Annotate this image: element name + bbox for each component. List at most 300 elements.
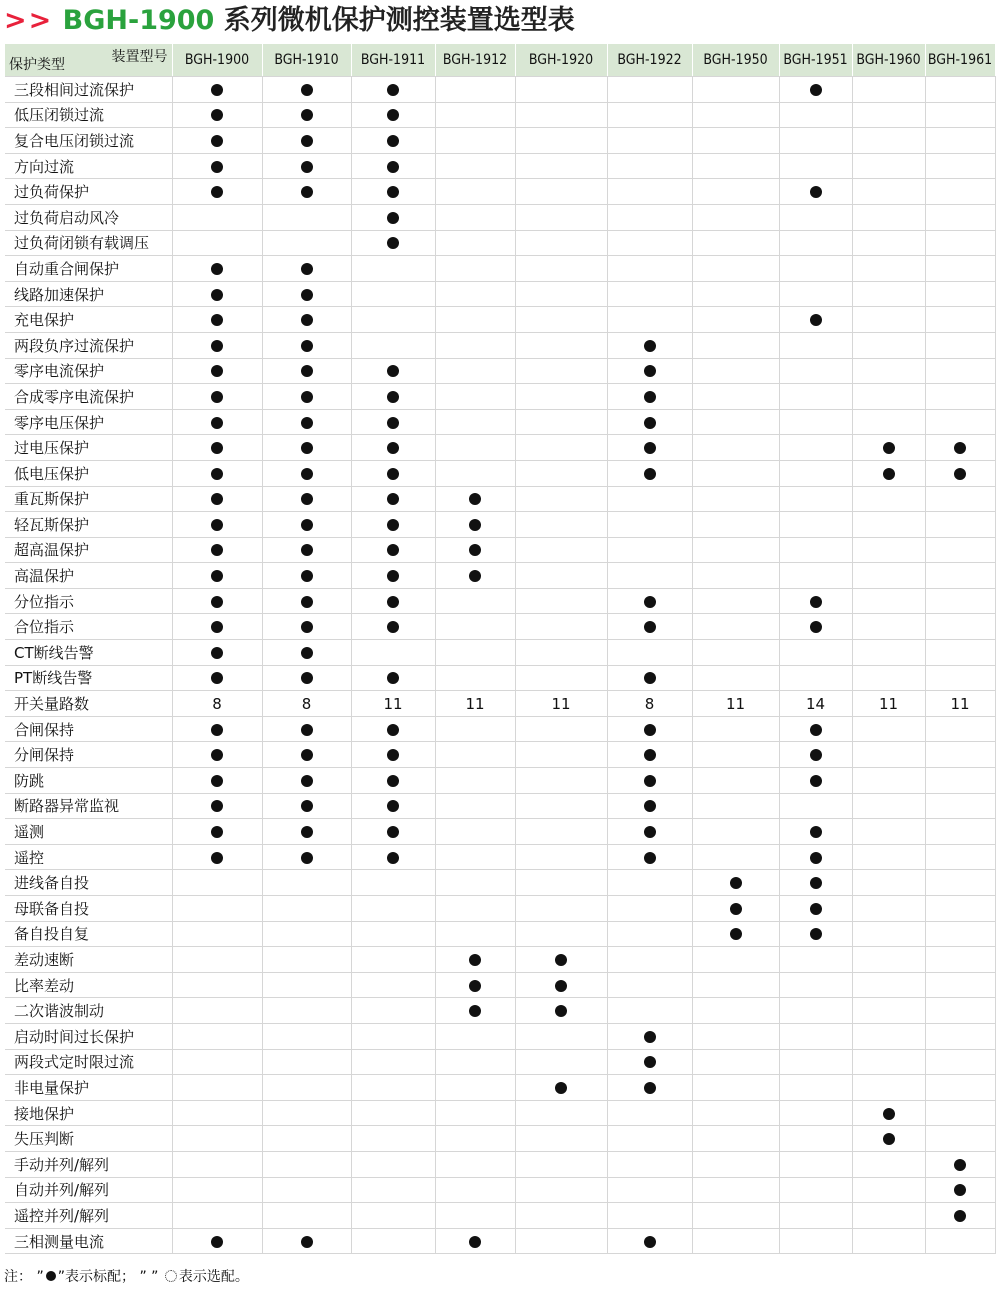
table-cell xyxy=(351,486,435,512)
corner-protection-type-label: 保护类型 xyxy=(9,57,65,73)
header-model-bgh-1961: BGH-1961 xyxy=(925,44,995,77)
table-cell xyxy=(692,537,779,563)
table-cell xyxy=(925,870,995,896)
table-cell xyxy=(852,665,925,691)
table-cell xyxy=(435,1228,515,1254)
table-cell xyxy=(351,307,435,333)
table-cell xyxy=(925,460,995,486)
table-cell xyxy=(692,716,779,742)
table-cell xyxy=(925,281,995,307)
standard-dot-icon xyxy=(644,800,656,812)
table-cell xyxy=(515,256,607,282)
table-cell xyxy=(852,716,925,742)
table-cell xyxy=(435,588,515,614)
table-cell xyxy=(692,793,779,819)
table-cell xyxy=(351,537,435,563)
table-cell xyxy=(262,768,351,794)
standard-dot-icon xyxy=(211,852,223,864)
standard-dot-icon xyxy=(211,647,223,659)
table-cell xyxy=(262,896,351,922)
table-cell xyxy=(607,972,692,998)
standard-dot-icon xyxy=(810,186,822,198)
note-prefix: 注： xyxy=(4,1269,32,1285)
table-row xyxy=(5,77,995,103)
table-cell xyxy=(852,128,925,154)
table-cell xyxy=(262,460,351,486)
table-cell xyxy=(172,614,262,640)
table-cell xyxy=(852,256,925,282)
standard-dot-icon xyxy=(211,544,223,556)
table-cell xyxy=(692,1151,779,1177)
protection-type-label: 备自投自复 xyxy=(5,921,172,947)
table-cell xyxy=(351,844,435,870)
table-cell xyxy=(607,77,692,103)
table-cell xyxy=(172,1228,262,1254)
table-row xyxy=(5,1203,995,1229)
table-row xyxy=(5,1151,995,1177)
table-cell xyxy=(351,204,435,230)
standard-dot-icon xyxy=(211,775,223,787)
table-row xyxy=(5,844,995,870)
protection-type-label: 合成零序电流保护 xyxy=(5,384,172,410)
standard-dot-icon xyxy=(469,954,481,966)
table-cell xyxy=(435,1203,515,1229)
table-cell xyxy=(262,307,351,333)
table-cell xyxy=(351,1049,435,1075)
table-cell xyxy=(692,588,779,614)
standard-dot-icon xyxy=(301,621,313,633)
table-cell xyxy=(852,230,925,256)
table-cell xyxy=(779,102,852,128)
standard-dot-icon xyxy=(387,826,399,838)
table-cell xyxy=(692,844,779,870)
standard-dot-icon xyxy=(301,109,313,121)
table-cell xyxy=(435,128,515,154)
table-cell xyxy=(435,742,515,768)
standard-dot-icon xyxy=(387,775,399,787)
table-cell xyxy=(515,179,607,205)
table-cell xyxy=(692,358,779,384)
table-cell xyxy=(172,1177,262,1203)
table-cell xyxy=(779,358,852,384)
table-cell xyxy=(925,1100,995,1126)
table-cell xyxy=(351,256,435,282)
standard-dot-icon xyxy=(810,877,822,889)
standard-dot-icon xyxy=(644,1031,656,1043)
table-cell xyxy=(515,1126,607,1152)
protection-type-label: 遥控 xyxy=(5,844,172,870)
table-cell xyxy=(779,1177,852,1203)
table-cell xyxy=(779,819,852,845)
standard-dot-icon xyxy=(644,826,656,838)
standard-dot-icon xyxy=(810,724,822,736)
table-cell xyxy=(779,435,852,461)
table-cell xyxy=(779,588,852,614)
standard-dot-icon xyxy=(644,391,656,403)
protection-type-label: 失压判断 xyxy=(5,1126,172,1152)
table-cell xyxy=(172,1126,262,1152)
table-cell xyxy=(515,921,607,947)
table-cell xyxy=(435,1049,515,1075)
table-cell xyxy=(925,435,995,461)
standard-dot-icon xyxy=(387,365,399,377)
table-cell xyxy=(515,102,607,128)
table-cell xyxy=(779,563,852,589)
table-cell xyxy=(779,204,852,230)
table-cell xyxy=(607,512,692,538)
table-row xyxy=(5,665,995,691)
table-cell xyxy=(852,1177,925,1203)
table-cell xyxy=(515,819,607,845)
standard-dot-icon xyxy=(469,1236,481,1248)
table-cell xyxy=(607,1126,692,1152)
table-cell xyxy=(515,793,607,819)
table-cell xyxy=(172,77,262,103)
table-row xyxy=(5,128,995,154)
table-cell xyxy=(172,537,262,563)
table-row xyxy=(5,358,995,384)
standard-dot-icon xyxy=(301,826,313,838)
table-cell xyxy=(607,281,692,307)
table-cell xyxy=(262,128,351,154)
table-cell xyxy=(172,435,262,461)
header-model-bgh-1920: BGH-1920 xyxy=(515,44,607,77)
table-cell xyxy=(692,742,779,768)
table-cell xyxy=(435,793,515,819)
table-cell xyxy=(925,768,995,794)
table-cell xyxy=(852,1126,925,1152)
table-cell xyxy=(779,384,852,410)
table-cell xyxy=(925,896,995,922)
standard-dot-icon xyxy=(387,749,399,761)
table-cell xyxy=(351,998,435,1024)
table-cell xyxy=(852,384,925,410)
table-cell xyxy=(925,640,995,666)
table-row xyxy=(5,793,995,819)
table-cell xyxy=(515,409,607,435)
table-row xyxy=(5,153,995,179)
table-cell xyxy=(692,1228,779,1254)
table-header-row xyxy=(5,44,995,77)
table-cell xyxy=(692,102,779,128)
table-cell xyxy=(172,793,262,819)
table-cell xyxy=(435,1023,515,1049)
table-cell xyxy=(515,588,607,614)
standard-dot-icon xyxy=(644,775,656,787)
standard-dot-icon xyxy=(387,596,399,608)
table-cell xyxy=(172,230,262,256)
table-cell xyxy=(262,1228,351,1254)
table-cell xyxy=(925,742,995,768)
table-cell xyxy=(607,1228,692,1254)
standard-dot-icon xyxy=(730,903,742,915)
table-cell xyxy=(852,588,925,614)
standard-dot-icon xyxy=(301,800,313,812)
table-cell xyxy=(172,256,262,282)
table-cell xyxy=(515,998,607,1024)
standard-dot-icon xyxy=(469,493,481,505)
table-cell xyxy=(607,384,692,410)
table-cell xyxy=(172,998,262,1024)
table-cell xyxy=(607,1049,692,1075)
table-cell xyxy=(852,153,925,179)
standard-dot-icon xyxy=(301,596,313,608)
table-cell xyxy=(515,665,607,691)
table-cell xyxy=(435,768,515,794)
table-row xyxy=(5,640,995,666)
table-cell xyxy=(435,844,515,870)
table-cell xyxy=(515,435,607,461)
table-cell xyxy=(779,307,852,333)
standard-dot-icon xyxy=(810,749,822,761)
standard-dot-icon xyxy=(644,749,656,761)
table-cell xyxy=(435,896,515,922)
table-cell xyxy=(852,896,925,922)
standard-dot-icon xyxy=(211,109,223,121)
table-cell xyxy=(607,230,692,256)
standard-dot-icon xyxy=(387,442,399,454)
table-cell xyxy=(435,204,515,230)
table-cell xyxy=(692,665,779,691)
table-cell xyxy=(692,1126,779,1152)
table-cell xyxy=(852,102,925,128)
table-cell xyxy=(779,1126,852,1152)
table-cell xyxy=(779,768,852,794)
standard-dot-icon xyxy=(954,1210,966,1222)
table-cell xyxy=(172,947,262,973)
table-cell xyxy=(172,102,262,128)
table-cell xyxy=(262,614,351,640)
table-cell xyxy=(607,358,692,384)
standard-dot-icon xyxy=(387,186,399,198)
table-cell xyxy=(172,972,262,998)
standard-dot-icon xyxy=(211,417,223,429)
protection-type-label: 开关量路数 xyxy=(5,691,172,717)
standard-dot-icon xyxy=(954,1159,966,1171)
table-cell xyxy=(435,921,515,947)
note-standard-text: 表示标配； xyxy=(64,1269,135,1285)
table-cell xyxy=(925,1228,995,1254)
table-row xyxy=(5,1100,995,1126)
protection-type-label: 重瓦斯保护 xyxy=(5,486,172,512)
table-cell xyxy=(692,947,779,973)
table-row xyxy=(5,1177,995,1203)
table-cell xyxy=(779,1100,852,1126)
table-cell xyxy=(435,486,515,512)
standard-dot-icon xyxy=(211,161,223,173)
table-row xyxy=(5,691,995,717)
table-cell xyxy=(262,435,351,461)
table-cell xyxy=(692,204,779,230)
table-cell xyxy=(692,128,779,154)
standard-dot-icon xyxy=(301,724,313,736)
protection-type-label: 二次谐波制动 xyxy=(5,998,172,1024)
table-cell xyxy=(607,153,692,179)
table-cell xyxy=(435,358,515,384)
table-cell xyxy=(262,870,351,896)
table-cell xyxy=(172,1100,262,1126)
standard-dot-icon xyxy=(301,647,313,659)
table-cell xyxy=(779,486,852,512)
table-cell xyxy=(515,128,607,154)
table-cell xyxy=(515,486,607,512)
table-cell xyxy=(852,972,925,998)
table-cell xyxy=(515,77,607,103)
table-cell xyxy=(852,307,925,333)
standard-dot-icon xyxy=(211,519,223,531)
table-cell xyxy=(852,435,925,461)
title-arrows: >> xyxy=(4,5,54,36)
table-cell xyxy=(351,768,435,794)
table-cell xyxy=(607,691,692,717)
table-cell xyxy=(692,896,779,922)
table-cell xyxy=(925,972,995,998)
table-row xyxy=(5,1126,995,1152)
standard-dot-icon xyxy=(387,109,399,121)
protection-type-label: 自动重合闸保护 xyxy=(5,256,172,282)
table-cell xyxy=(607,307,692,333)
standard-dot-icon xyxy=(301,1236,313,1248)
table-cell xyxy=(852,179,925,205)
table-cell xyxy=(607,665,692,691)
protection-type-label: 两段式定时限过流 xyxy=(5,1049,172,1075)
table-cell xyxy=(351,358,435,384)
table-cell xyxy=(852,819,925,845)
table-cell xyxy=(172,691,262,717)
standard-dot-icon xyxy=(644,621,656,633)
protection-type-label: 非电量保护 xyxy=(5,1075,172,1101)
table-cell xyxy=(607,742,692,768)
table-cell xyxy=(172,409,262,435)
table-row xyxy=(5,819,995,845)
table-cell xyxy=(351,947,435,973)
table-cell xyxy=(262,512,351,538)
table-cell xyxy=(607,819,692,845)
standard-dot-icon xyxy=(211,621,223,633)
table-cell xyxy=(852,691,925,717)
table-cell xyxy=(925,1177,995,1203)
table-cell xyxy=(692,384,779,410)
table-row xyxy=(5,102,995,128)
table-cell xyxy=(351,665,435,691)
table-cell xyxy=(779,281,852,307)
note-quote-close: ” xyxy=(57,1269,65,1285)
table-cell xyxy=(351,460,435,486)
protection-type-label: 低电压保护 xyxy=(5,460,172,486)
table-cell xyxy=(262,409,351,435)
table-cell xyxy=(852,1100,925,1126)
table-cell xyxy=(852,1075,925,1101)
table-cell xyxy=(262,204,351,230)
table-cell xyxy=(607,204,692,230)
table-cell xyxy=(692,179,779,205)
table-cell xyxy=(852,332,925,358)
protection-type-label: 轻瓦斯保护 xyxy=(5,512,172,538)
table-cell xyxy=(515,947,607,973)
table-cell xyxy=(262,179,351,205)
switch-input-count: 11 xyxy=(725,694,746,713)
table-cell xyxy=(692,998,779,1024)
table-cell xyxy=(607,896,692,922)
table-cell xyxy=(852,512,925,538)
table-cell xyxy=(925,947,995,973)
protection-type-label: 母联备自投 xyxy=(5,896,172,922)
standard-dot-icon xyxy=(211,826,223,838)
table-cell xyxy=(607,1203,692,1229)
table-cell xyxy=(435,281,515,307)
table-cell xyxy=(925,77,995,103)
table-cell xyxy=(607,460,692,486)
standard-dot-icon xyxy=(387,852,399,864)
standard-dot-icon xyxy=(810,621,822,633)
table-cell xyxy=(779,947,852,973)
table-cell xyxy=(351,281,435,307)
table-cell xyxy=(435,614,515,640)
standard-dot-icon xyxy=(211,314,223,326)
table-cell xyxy=(172,281,262,307)
table-cell xyxy=(692,870,779,896)
table-cell xyxy=(172,1151,262,1177)
table-cell xyxy=(262,358,351,384)
table-cell xyxy=(435,1100,515,1126)
table-cell xyxy=(607,1023,692,1049)
standard-dot-icon xyxy=(469,544,481,556)
table-cell xyxy=(779,409,852,435)
table-cell xyxy=(351,435,435,461)
standard-dot-icon xyxy=(555,954,567,966)
standard-dot-icon xyxy=(954,468,966,480)
table-cell xyxy=(692,460,779,486)
standard-dot-icon xyxy=(301,672,313,684)
standard-dot-icon xyxy=(211,493,223,505)
table-cell xyxy=(779,972,852,998)
table-row xyxy=(5,896,995,922)
table-cell xyxy=(779,1203,852,1229)
standard-dot-icon xyxy=(644,1082,656,1094)
table-cell xyxy=(435,1177,515,1203)
table-row xyxy=(5,921,995,947)
table-cell xyxy=(262,844,351,870)
table-row xyxy=(5,384,995,410)
table-cell xyxy=(607,716,692,742)
standard-dot-icon xyxy=(387,493,399,505)
table-cell xyxy=(435,230,515,256)
table-cell xyxy=(351,1151,435,1177)
table-cell xyxy=(779,1023,852,1049)
standard-dot-icon xyxy=(387,800,399,812)
table-cell xyxy=(779,640,852,666)
table-cell xyxy=(515,204,607,230)
standard-dot-icon xyxy=(211,365,223,377)
table-cell xyxy=(262,332,351,358)
table-cell xyxy=(351,614,435,640)
table-cell xyxy=(351,1100,435,1126)
standard-dot-icon xyxy=(301,570,313,582)
table-cell xyxy=(779,153,852,179)
table-cell xyxy=(435,332,515,358)
standard-dot-icon xyxy=(211,135,223,147)
table-cell xyxy=(925,665,995,691)
table-cell xyxy=(262,972,351,998)
standard-dot-icon xyxy=(387,417,399,429)
table-cell xyxy=(351,77,435,103)
standard-dot-icon xyxy=(301,417,313,429)
table-cell xyxy=(435,819,515,845)
protection-type-label: 遥测 xyxy=(5,819,172,845)
table-cell xyxy=(607,998,692,1024)
table-cell xyxy=(351,384,435,410)
standard-dot-icon xyxy=(810,775,822,787)
